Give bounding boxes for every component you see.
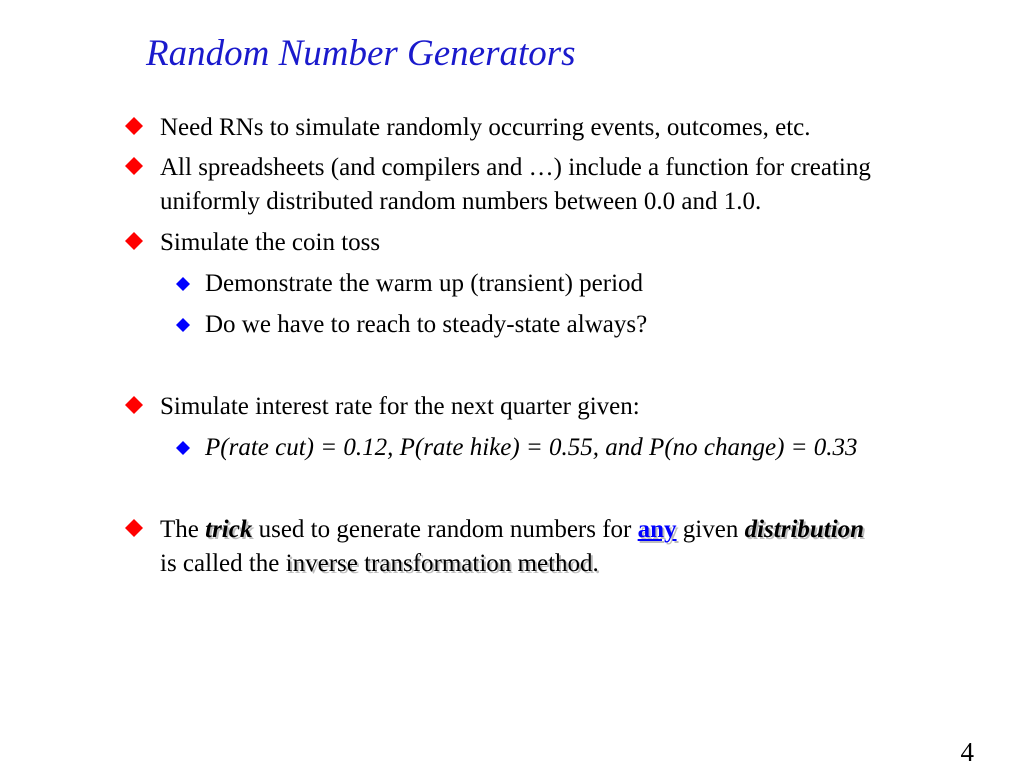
blue-diamond-bullet-icon xyxy=(175,308,191,342)
text-fragment: used to generate random numbers for xyxy=(252,516,638,543)
bullet-text-line: uniformly distributed random numbers between 0.0 and 1.0. xyxy=(160,188,762,215)
bullet-text-line: All spreadsheets (and compilers and …) include a function for creating xyxy=(160,154,871,181)
sub-bullet-text: Demonstrate the warm up (transient) period xyxy=(205,270,644,297)
bullet-text: Need RNs to simulate randomly occurring events, outcomes, etc. xyxy=(160,114,811,141)
emphasis-distribution: distribution xyxy=(744,516,865,543)
blue-diamond-bullet-icon xyxy=(175,267,191,301)
any-link[interactable]: any xyxy=(637,516,677,543)
blue-diamond-bullet-icon xyxy=(175,431,191,465)
red-diamond-bullet-icon xyxy=(124,151,144,185)
sub-bullet-text: Do we have to reach to steady-state always? xyxy=(205,311,648,338)
text-fragment: given xyxy=(676,516,745,543)
emphasis-trick: trick xyxy=(205,516,253,543)
bullet-item xyxy=(124,513,984,581)
page-number: 4 xyxy=(960,737,974,767)
bullet-item xyxy=(124,111,984,145)
slide-title: Random Number Generators xyxy=(146,33,576,74)
red-diamond-bullet-icon xyxy=(124,513,144,547)
sub-bullet-item xyxy=(175,267,995,301)
bullet-text: Simulate the coin toss xyxy=(160,229,381,256)
bullet-item xyxy=(124,226,984,260)
emphasis-method: inverse transformation method. xyxy=(285,550,599,577)
bullet-text xyxy=(160,513,984,581)
sub-bullet-item xyxy=(175,431,995,465)
bullet-text: Simulate interest rate for the next quarter given: xyxy=(160,393,640,420)
bullet-item xyxy=(124,151,984,219)
bullet-text xyxy=(160,151,984,219)
red-diamond-bullet-icon xyxy=(124,111,144,145)
text-fragment: The xyxy=(160,516,206,543)
bullet-item xyxy=(124,390,984,424)
sub-bullet-item xyxy=(175,308,995,342)
red-diamond-bullet-icon xyxy=(124,226,144,260)
text-fragment: is called the xyxy=(160,550,286,577)
red-diamond-bullet-icon xyxy=(124,390,144,424)
sub-bullet-text: P(rate cut) = 0.12, P(rate hike) = 0.55, and P(no change) = 0.33 xyxy=(205,434,858,461)
